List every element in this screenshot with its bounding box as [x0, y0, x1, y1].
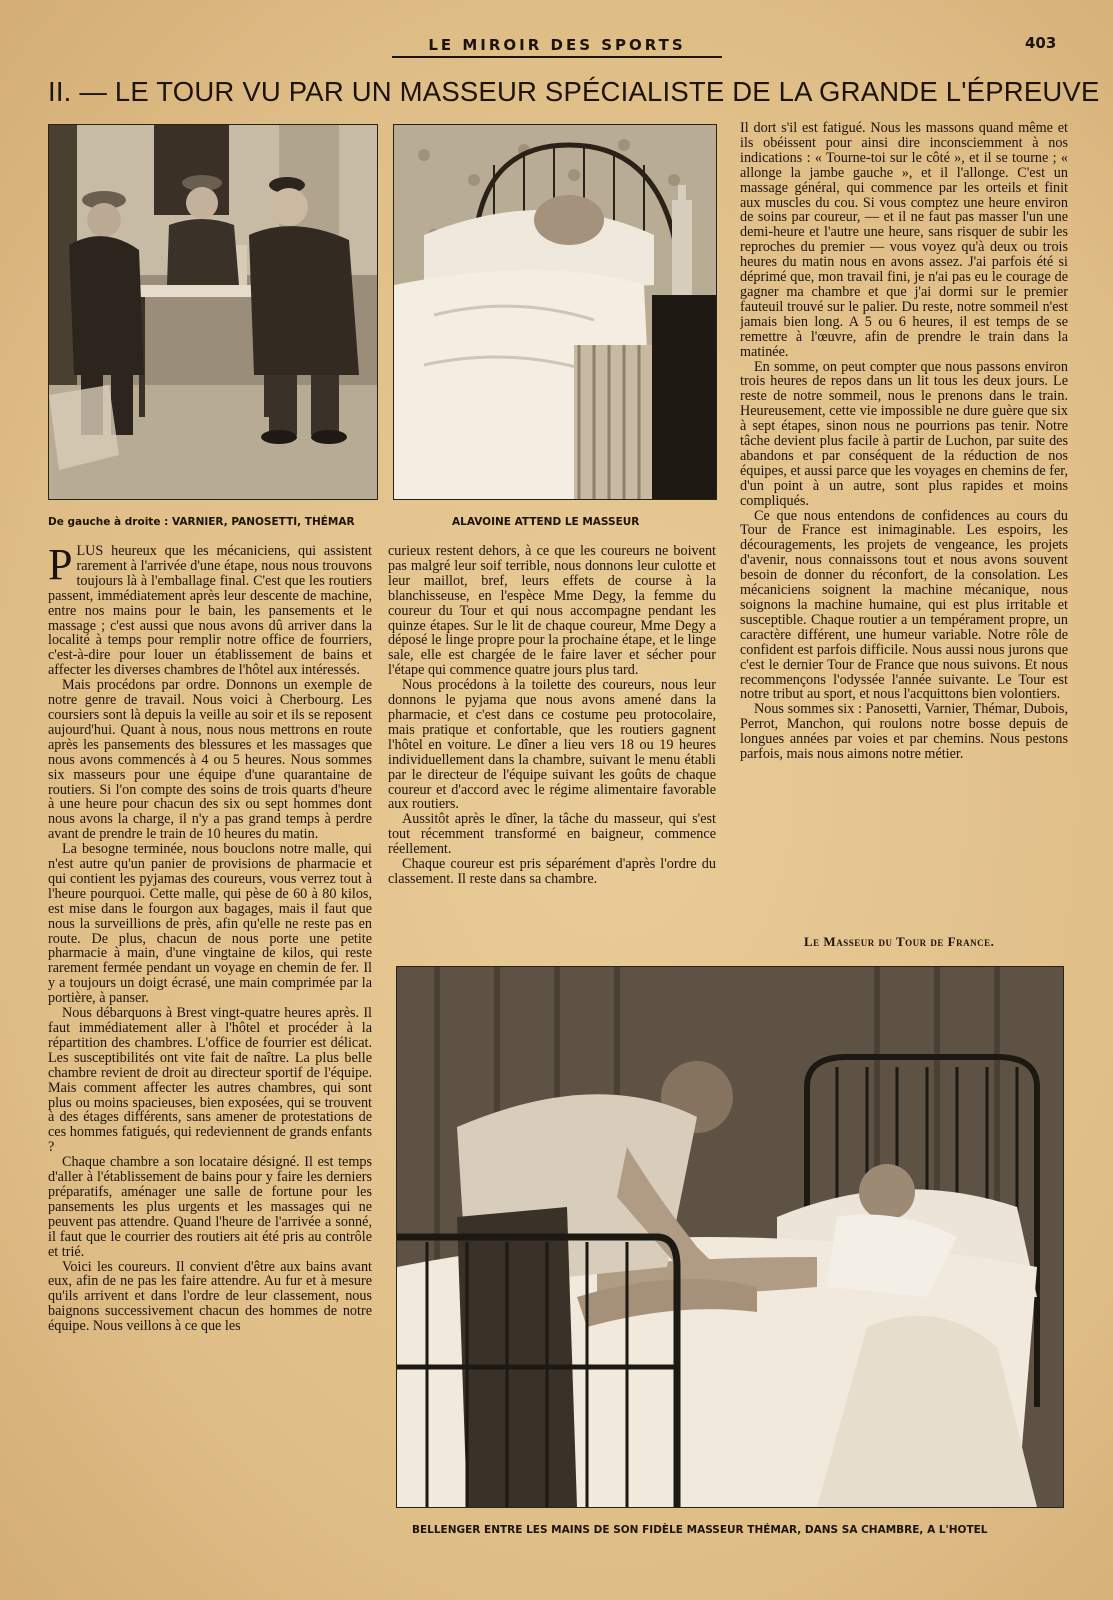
article-paragraph: Chaque coureur est pris séparément d'après l'ordre du classement. Il reste dans sa chambre.	[388, 856, 716, 887]
article-paragraph: PLUS heureux que les mécaniciens, qui assistent rarement à l'arrivée d'une étape, nous nous trouvons toujours là à l'emballage final. C'est que les routiers passent, immédiatement après leur descente de machine, entre nos mains pour le bain, les pansements et le massage ; c'est aussi que nous avons dû arriver dans la localité à temps pour remplir notre office de fourriers, c'est-à-dire pour louer un établissement de bains et affecter les diverses chambres de l'hôtel aux intéressés.	[48, 544, 372, 679]
article-column-1	[48, 544, 372, 1538]
article-paragraph: Nous sommes six : Panosetti, Varnier, Thémar, Dubois, Perrot, Manchon, qui roulons notre bosse depuis de longues années par voies et par chemins. Nous pestons parfois, mais nous aimons notre métier.	[740, 701, 1068, 763]
article-paragraph: Ce que nous entendons de confidences au cours du Tour de France est inimaginable. Les espoirs, les découragements, les projets de vengeance, les projets d'avenir, nous connaissons tout et nous avons souvent besoin de donner du réconfort, de la consolation. Les mécaniciens soignent la machine mécanique, nous soignons la machine humaine, qui est plus irritable et susceptible. Chaque routier a un tempérament propre, un caractère différent, une humeur variable. Notre rôle de confident est parfois difficile. Nous aussi nous jurons que c'est le dernier Tour de France que nous suivons. Et nous recommençons l'odyssée l'année suivante. Le Tour est notre tribut au sport, et nous l'acquittons bien volontiers.	[740, 507, 1068, 703]
page-number: 403	[1025, 34, 1057, 52]
magazine-masthead: LE MIROIR DES SPORTS	[392, 36, 722, 58]
caption-photo-1: De gauche à droite : VARNIER, PANOSETTI, THÉMAR	[48, 516, 355, 528]
article-column-2	[388, 544, 716, 956]
article-headline: II. — LE TOUR VU PAR UN MASSEUR SPÉCIALISTE DE LA GRANDE L'ÉPREUVE	[48, 76, 1100, 107]
article-paragraph: Chaque chambre a son locataire désigné. Il est temps d'aller à l'établissement de bains pour y faire les derniers préparatifs, aménager une salle de fortune pour les pansements les plus urgents et les massages qui ne peuvent pas attendre. Quand l'heure de l'arrivée a sonné, il faut que le courrier des routiers ait été pris au contrôle et trié.	[48, 1154, 372, 1260]
article-paragraph: curieux restent dehors, à ce que les coureurs ne boivent pas malgré leur soif terrible, nous donnons leur culotte et leur maillot, bref, leurs effets de course à la blanchisseuse, en l'espèce Mme Degy, la femme du coureur du Tour et qui nous accompagne pendant les quinze étapes. Sur le lit de chaque coureur, Mme Degy a déposé le linge propre pour la prochaine étape, et le linge sale, elle est chargée de le faire laver et sécher pour l'étape qui commence quatre jours plus tard.	[388, 544, 716, 679]
caption-photo-2: ALAVOINE ATTEND LE MASSEUR	[452, 516, 640, 528]
drop-cap: P	[48, 544, 73, 589]
article-paragraph: Aussitôt après le dîner, la tâche du masseur, qui s'est tout récemment transformé en baigneur, commence réellement.	[388, 811, 716, 858]
article-column-3	[740, 121, 1068, 927]
photo-alavoine-in-bed	[393, 124, 717, 500]
article-paragraph: Nous procédons à la toilette des coureurs, nous leur donnons le pyjama que nous avons amené dans la pharmacie, et c'est dans ce costume peu protocolaire, mais pratique et confortable, que les routiers gagnent l'hôtel en voiture. Le dîner a lieu vers 18 ou 19 heures individuellement dans la chambre, suivant le menu établi par le directeur de l'équipe suivant les goûts de chaque coureur et d'accord avec le régime alimentaire favorable aux routiers.	[388, 677, 716, 813]
article-paragraph: La besogne terminée, nous bouclons notre malle, qui n'est autre qu'un panier de provisions de pharmacie et qui contient les pyjamas des coureurs, vous verrez tout à l'heure pourquoi. Cette malle, qui pèse de 60 à 80 kilos, est mise dans le fourgon aux bagages, mais il faut que nous la surveillions de près, afin qu'elle ne reste pas en route. De plus, chacun de nous porte une petite pharmacie à main, d'une vingtaine de kilos, qui reste rarement fermée pendant un voyage en chemin de fer. Il y a toujours un doigt écrasé, une main comprimée par la portière, à panser.	[48, 841, 372, 1007]
article-paragraph: Nous débarquons à Brest vingt-quatre heures après. Il faut immédiatement aller à l'hôtel et procéder à la répartition des chambres. L'office de fourrier est délicat. Les susceptibilités ont vite fait de naître. La plus belle chambre revient de droit au directeur sportif de l'équipe. Mais comment affecter les autres chambres, qui sont plus ou moins spacieuses, bien exposées, qui se trouvent à des étages différents, sans amener de protestations de ces hommes fatigués, qui redeviennent de grands enfants ?	[48, 1005, 372, 1156]
caption-photo-3: BELLENGER ENTRE LES MAINS DE SON FIDÈLE MASSEUR THÉMAR, DANS SA CHAMBRE, A L'HOTEL	[412, 1524, 988, 1536]
article-paragraph: Mais procédons par ordre. Donnons un exemple de notre genre de travail. Nous voici à Cherbourg. Les coursiers sont là depuis la veille au soir et ils se reposent aujourd'hui. Quant à nous, nous nous mettrons en route après les pansements des blessures et les massages que nous avons commencés à 4 ou 5 heures. Nous sommes six masseurs pour une équipe d'une quarantaine de routiers. Si l'on compte des soins de trois quarts d'heure à une heure pour chacun des six ou sept hommes dont nous avons la charge, il n'y a pas grand temps à perdre avant de prendre le train de 10 heures du matin.	[48, 677, 372, 843]
article-paragraph: Il dort s'il est fatigué. Nous les massons quand même et ils obéissent pour ainsi dire inconsciemment à nos indications : « Tourne-toi sur le côté », et il se tourne ; « allonge la jambe gauche », et il l'allonge. C'est un massage général, qui commence par les orteils et finit aux muscles du cou. Si vous comptez une heure environ de soins par coureur, — et il ne faut pas masser l'un une demi-heure et l'autre une heure, sans risquer de subir les reproches du premier — vous voyez qu'à deux ou trois heures du matin nous en avons assez. J'ai parfois été si déprimé que, mon travail fini, je n'ai pas eu le courage de gagner ma chambre et que j'ai dormi sur le premier fauteuil trouvé sur le palier. Du reste, notre sommeil n'est jamais bien long. A 5 ou 6 heures, il est temps de se remettre à l'œuvre, afin de prendre le train dans la matinée.	[740, 121, 1068, 360]
photo-masseurs-at-table	[48, 124, 378, 500]
article-paragraph: Voici les coureurs. Il convient d'être aux bains avant eux, afin de ne pas les faire attendre. Au fur et à mesure qu'ils arrivent et dans l'ordre de leur classement, nous baignons successivement chacun des hommes de notre équipe. Nous veillons à ce que les	[48, 1258, 372, 1335]
photo-bellenger-massage	[396, 966, 1064, 1508]
article-signature: Le Masseur du Tour de France.	[804, 934, 995, 949]
article-paragraph: En somme, on peut compter que nous passons environ trois heures de repos dans un lit tous les deux jours. Le reste de notre sommeil, nous le prenons dans le train. Heureusement, cette vie impossible ne dure guère que six à sept étapes, sinon nous ne pourrions pas tenir. Notre tâche devient plus facile à partir de Luchon, par suite des abandons et par conséquent de la réduction de nos équipes, et aussi parce que les voyages en chemins de fer, d'un point à un autre, sont plus rapides et moins compliqués.	[740, 358, 1068, 509]
